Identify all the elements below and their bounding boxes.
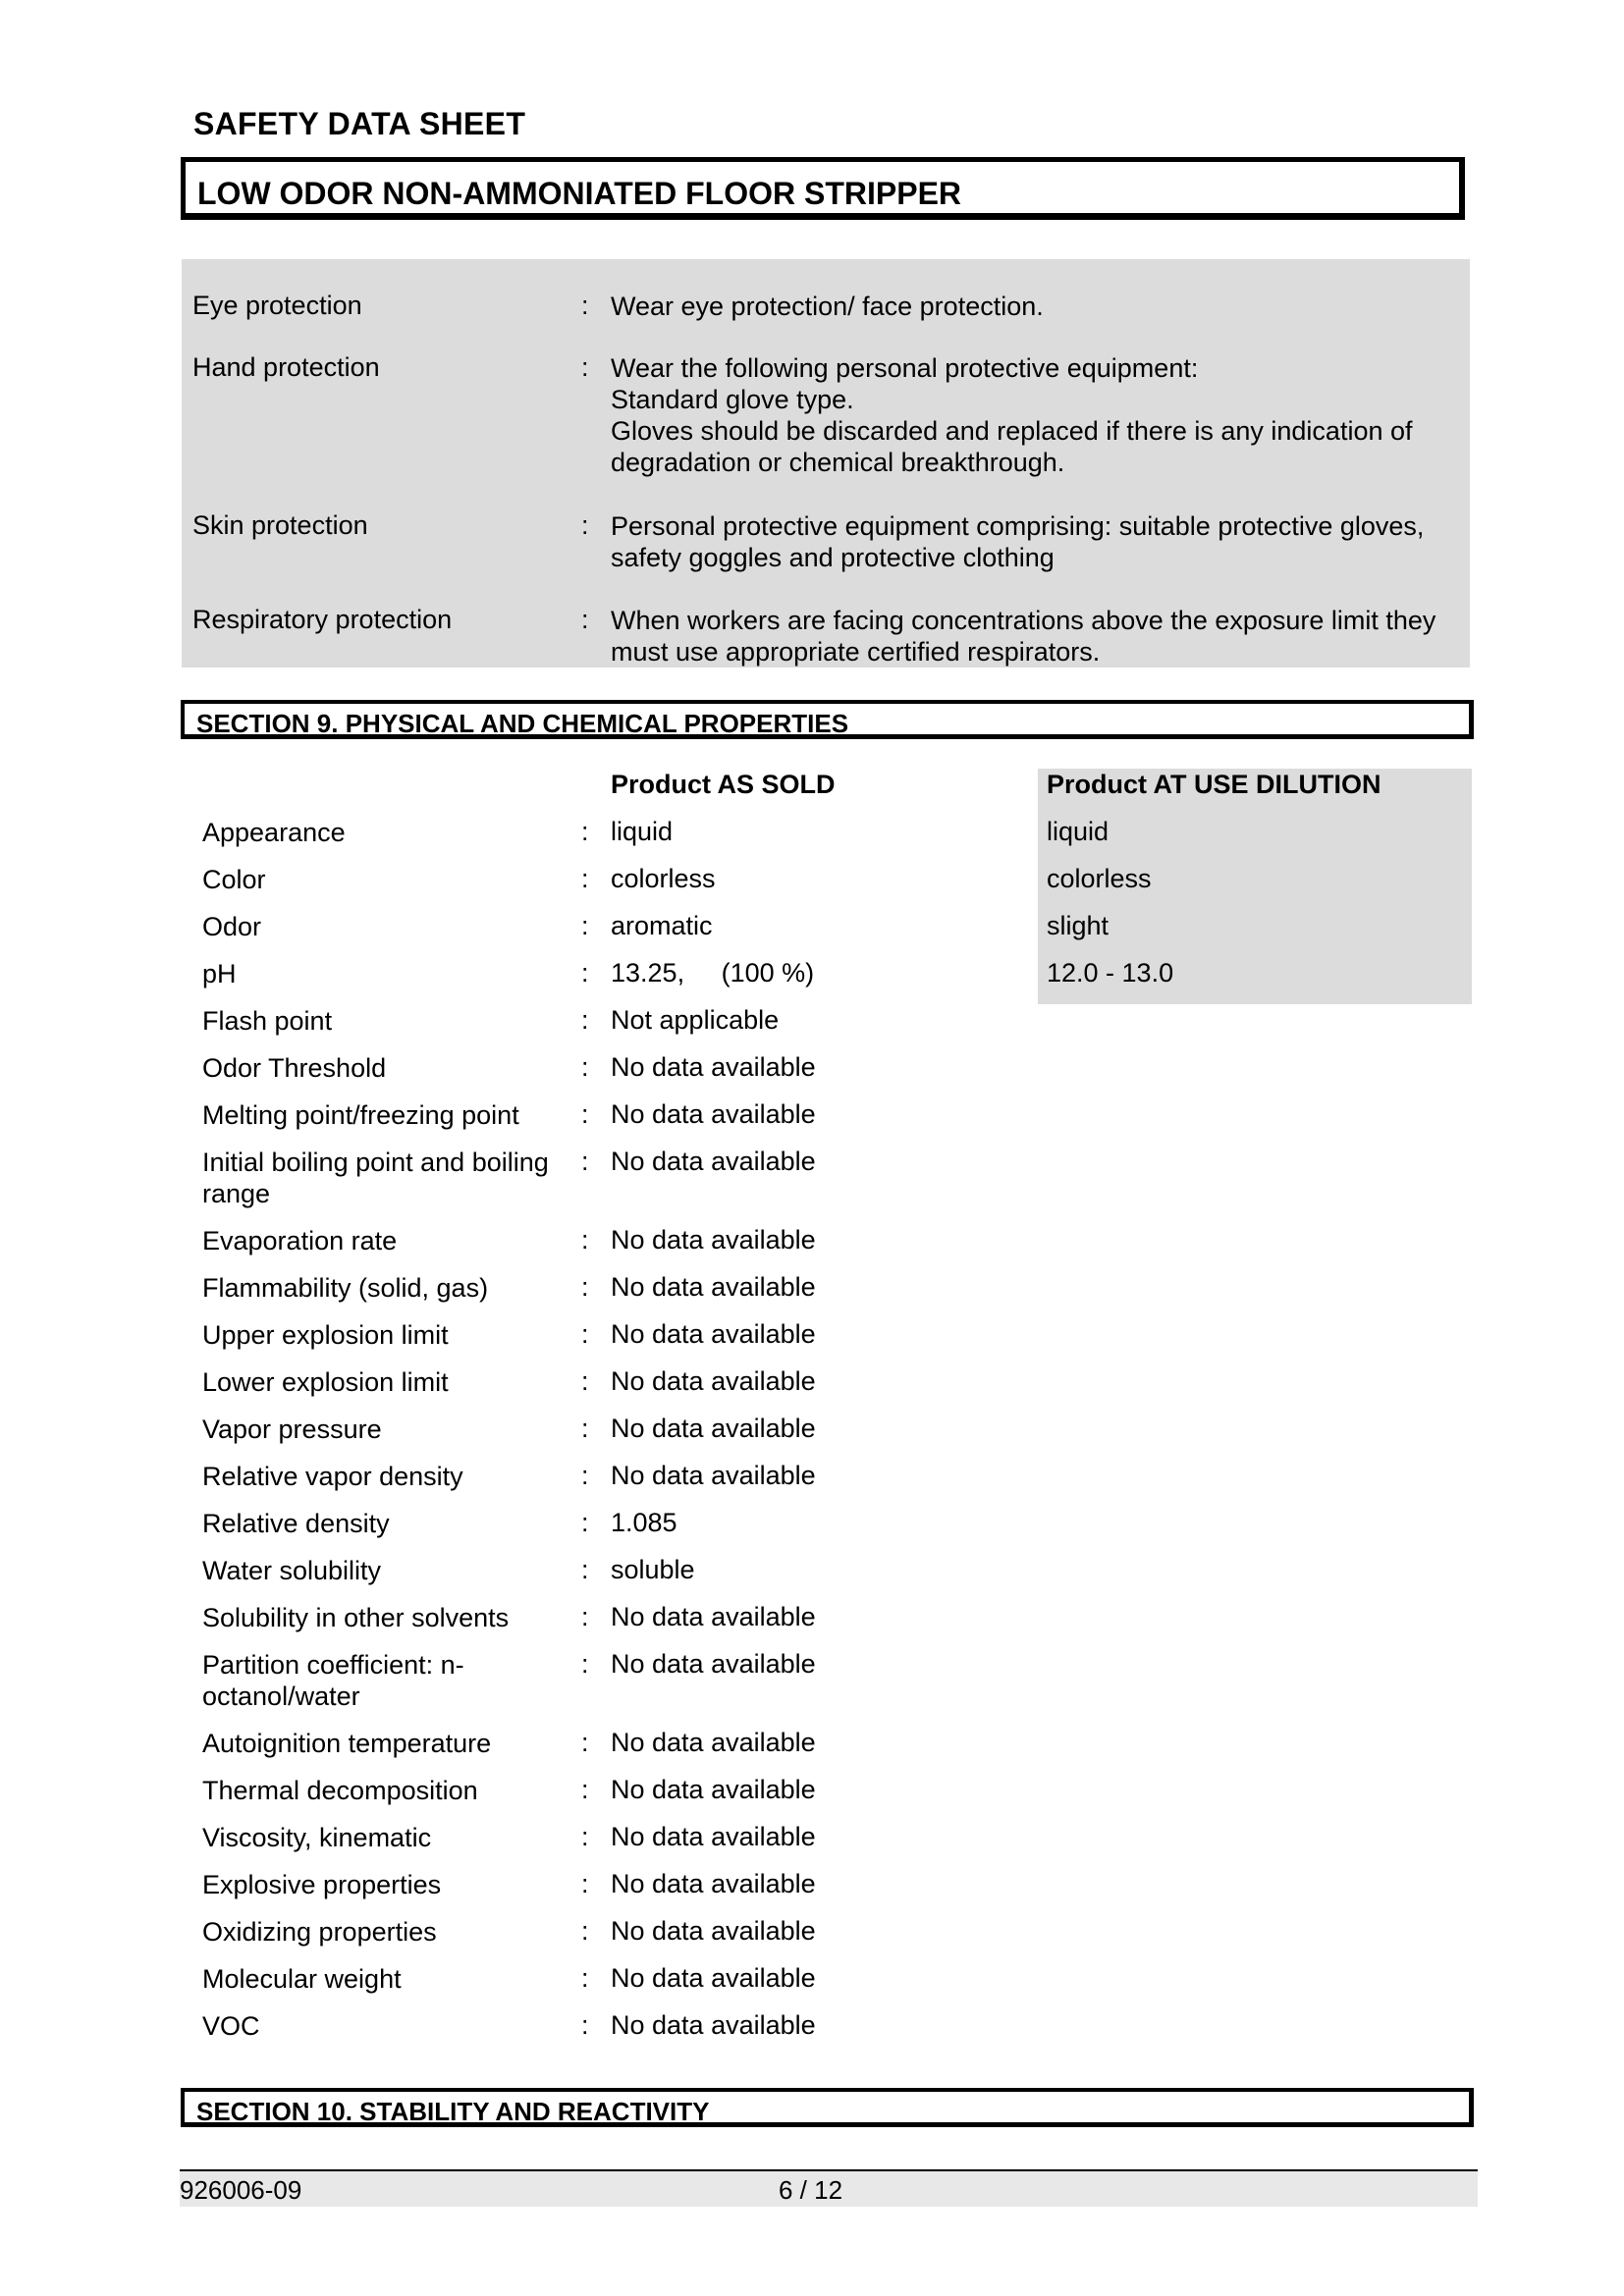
property-colon: :: [581, 1775, 589, 1804]
property-label: Autoignition temperature: [202, 1729, 492, 1758]
property-value-as-sold: No data available: [611, 1366, 816, 1396]
property-colon: :: [581, 1822, 589, 1851]
property-value-as-sold: No data available: [611, 1099, 816, 1129]
property-label: Odor Threshold: [202, 1053, 387, 1083]
ppe-colon: :: [581, 510, 589, 540]
property-colon: :: [581, 1099, 589, 1129]
property-value-as-sold: soluble: [611, 1555, 695, 1584]
property-value-as-sold: No data available: [611, 1728, 816, 1757]
property-label: Relative density: [202, 1509, 390, 1538]
property-label: Evaporation rate: [202, 1226, 398, 1255]
property-value-as-sold: No data available: [611, 1822, 816, 1851]
property-colon: :: [581, 1869, 589, 1898]
footer-document-code: 926006-09: [180, 2175, 302, 2205]
property-value-as-sold: No data available: [611, 1414, 816, 1443]
property-label: Appearance: [202, 818, 346, 847]
document-title: SAFETY DATA SHEET: [193, 106, 526, 141]
property-colon: :: [581, 1005, 589, 1035]
property-value-as-sold: No data available: [611, 1775, 816, 1804]
property-label: Solubility in other solvents: [202, 1603, 510, 1632]
property-colon: :: [581, 1602, 589, 1631]
ppe-colon: :: [581, 605, 589, 634]
column-head-dilution: Product AT USE DILUTION: [1047, 770, 1381, 799]
ppe-colon: :: [581, 352, 589, 382]
ppe-label-respiratory: Respiratory protection: [192, 605, 453, 634]
property-label: Molecular weight: [202, 1964, 402, 1994]
property-colon: :: [581, 911, 589, 940]
property-label: Vapor pressure: [202, 1415, 382, 1444]
property-value-dilution: slight: [1047, 911, 1110, 940]
property-label: Lower explosion limit: [202, 1367, 449, 1397]
property-value-as-sold: liquid: [611, 817, 674, 846]
property-value-as-sold: Not applicable: [611, 1005, 780, 1035]
section10-heading: SECTION 10. STABILITY AND REACTIVITY: [181, 2088, 1474, 2127]
property-label: Initial boiling point and boiling range: [202, 1148, 549, 1208]
property-label: Partition coefficient: n-octanol/water: [202, 1650, 464, 1711]
product-name-box: LOW ODOR NON-AMMONIATED FLOOR STRIPPER: [181, 157, 1465, 220]
property-label: Upper explosion limit: [202, 1320, 449, 1350]
property-colon: :: [581, 958, 589, 988]
property-label: Water solubility: [202, 1556, 382, 1585]
property-value-as-sold: aromatic: [611, 911, 713, 940]
property-colon: :: [581, 1916, 589, 1946]
property-colon: :: [581, 1508, 589, 1537]
property-value-as-sold: No data available: [611, 1319, 816, 1349]
property-colon: :: [581, 2010, 589, 2040]
property-colon: :: [581, 1225, 589, 1255]
property-value-as-sold: No data available: [611, 1052, 816, 1082]
ppe-label-eye: Eye protection: [192, 291, 362, 320]
property-label: Oxidizing properties: [202, 1917, 437, 1947]
property-colon: :: [581, 1147, 589, 1176]
property-colon: :: [581, 1963, 589, 1993]
property-value-as-sold: No data available: [611, 1649, 816, 1679]
column-head-as-sold: Product AS SOLD: [611, 770, 836, 799]
property-colon: :: [581, 1366, 589, 1396]
ppe-value-hand: Wear the following personal protective equipment: Standard glove type. Gloves should be discarded and replaced if there is any indication of degradation or chemical breakthrough.: [611, 353, 1413, 477]
property-label: Odor: [202, 912, 262, 941]
property-value-dilution: 12.0 - 13.0: [1047, 958, 1174, 988]
footer-page-number: 6 / 12: [779, 2175, 843, 2205]
property-colon: :: [581, 1272, 589, 1302]
property-label: Melting point/freezing point: [202, 1100, 519, 1130]
property-colon: :: [581, 864, 589, 893]
property-value-as-sold: No data available: [611, 1272, 816, 1302]
ppe-value-skin: Personal protective equipment comprising: suitable protective gloves, safety goggles and protective clothing: [611, 511, 1425, 572]
property-value-as-sold: No data available: [611, 1461, 816, 1490]
property-colon: :: [581, 1461, 589, 1490]
ppe-value-eye: Wear eye protection/ face protection.: [611, 292, 1044, 321]
property-colon: :: [581, 1555, 589, 1584]
property-label: pH: [202, 959, 237, 988]
property-label: Flammability (solid, gas): [202, 1273, 489, 1303]
property-value-as-sold: No data available: [611, 1869, 816, 1898]
property-colon: :: [581, 1319, 589, 1349]
property-colon: :: [581, 1649, 589, 1679]
property-value-as-sold: No data available: [611, 2010, 816, 2040]
property-value-as-sold: 1.085: [611, 1508, 677, 1537]
property-label: Explosive properties: [202, 1870, 442, 1899]
ppe-colon: :: [581, 291, 589, 320]
property-value-as-sold: No data available: [611, 1963, 816, 1993]
property-value-as-sold: No data available: [611, 1147, 816, 1176]
property-label: Flash point: [202, 1006, 333, 1036]
property-value-dilution: colorless: [1047, 864, 1152, 893]
property-label: Thermal decomposition: [202, 1776, 478, 1805]
property-label: VOC: [202, 2011, 260, 2041]
property-value-as-sold: colorless: [611, 864, 716, 893]
property-label: Color: [202, 865, 266, 894]
property-label: Relative vapor density: [202, 1462, 463, 1491]
property-colon: :: [581, 1414, 589, 1443]
ppe-label-hand: Hand protection: [192, 352, 380, 382]
property-colon: :: [581, 1728, 589, 1757]
property-label: Viscosity, kinematic: [202, 1823, 432, 1852]
property-value-as-sold: No data available: [611, 1225, 816, 1255]
property-value-as-sold: No data available: [611, 1602, 816, 1631]
property-colon: :: [581, 1052, 589, 1082]
property-value-as-sold: 13.25, (100 %): [611, 958, 815, 988]
property-colon: :: [581, 817, 589, 846]
property-value-dilution: liquid: [1047, 817, 1110, 846]
ppe-label-skin: Skin protection: [192, 510, 368, 540]
property-value-as-sold: No data available: [611, 1916, 816, 1946]
ppe-value-respiratory: When workers are facing concentrations above the exposure limit they must use appropriate certified respirators.: [611, 606, 1436, 667]
section9-heading: SECTION 9. PHYSICAL AND CHEMICAL PROPERTIES: [181, 700, 1474, 739]
